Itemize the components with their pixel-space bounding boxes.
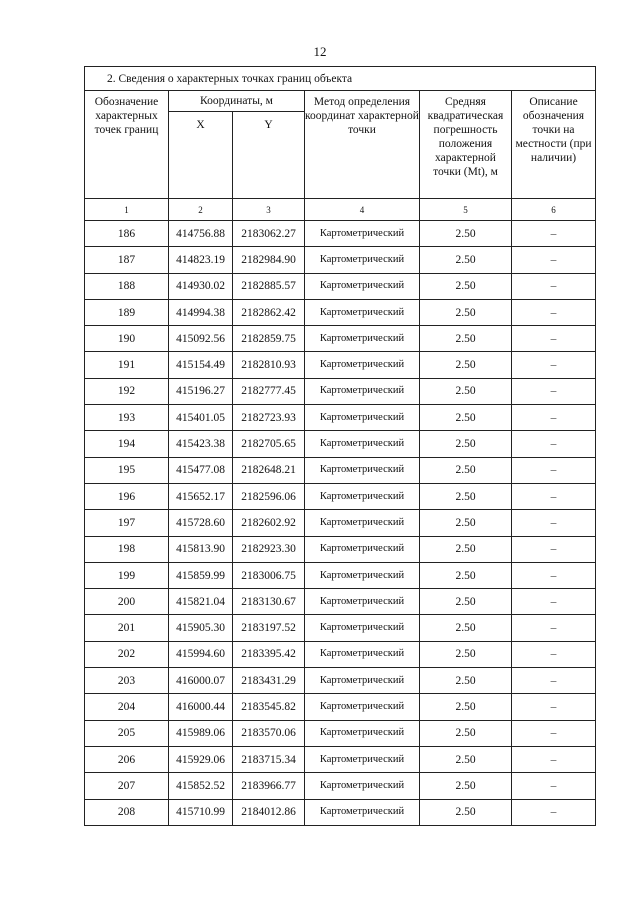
x-coordinate-cell: 414930.02 [169, 273, 233, 299]
column-number: 6 [512, 199, 596, 221]
y-coordinate-cell: 2182984.90 [233, 247, 305, 273]
page-number: 12 [313, 44, 327, 59]
x-coordinate-cell: 415423.38 [169, 431, 233, 457]
x-coordinate-cell: 414994.38 [169, 299, 233, 325]
method-cell: Картометрический [305, 457, 420, 483]
table-row [85, 536, 596, 562]
description-cell: – [512, 405, 596, 431]
y-coordinate-cell: 2182885.57 [233, 273, 305, 299]
header-x: X [169, 112, 233, 199]
point-id-cell: 202 [85, 641, 169, 667]
y-coordinate-cell: 2183006.75 [233, 562, 305, 588]
table-row [85, 457, 596, 483]
column-number: 2 [169, 199, 233, 221]
x-coordinate-cell: 415821.04 [169, 589, 233, 615]
boundary-points-table [84, 66, 596, 826]
description-cell: – [512, 799, 596, 825]
point-id-cell: 189 [85, 299, 169, 325]
table-row [85, 773, 596, 799]
x-coordinate-cell: 416000.44 [169, 694, 233, 720]
y-coordinate-cell: 2182596.06 [233, 483, 305, 509]
point-id-cell: 192 [85, 378, 169, 404]
x-coordinate-cell: 415092.56 [169, 326, 233, 352]
point-id-cell: 201 [85, 615, 169, 641]
point-id-cell: 193 [85, 405, 169, 431]
accuracy-cell: 2.50 [420, 299, 512, 325]
method-cell: Картометрический [305, 483, 420, 509]
method-cell: Картометрический [305, 641, 420, 667]
x-coordinate-cell: 415728.60 [169, 510, 233, 536]
description-cell: – [512, 431, 596, 457]
table-row [85, 483, 596, 509]
header-description: Описание обозначения точки на местности (при наличии) [512, 91, 596, 199]
point-id-cell: 191 [85, 352, 169, 378]
table-row [85, 405, 596, 431]
x-coordinate-cell: 414823.19 [169, 247, 233, 273]
accuracy-cell: 2.50 [420, 615, 512, 641]
x-coordinate-cell: 415154.49 [169, 352, 233, 378]
method-cell: Картометрический [305, 773, 420, 799]
x-coordinate-cell: 416000.07 [169, 668, 233, 694]
description-cell: – [512, 746, 596, 772]
table-row [85, 720, 596, 746]
y-coordinate-cell: 2183966.77 [233, 773, 305, 799]
column-number: 1 [85, 199, 169, 221]
y-coordinate-cell: 2183062.27 [233, 221, 305, 247]
x-coordinate-cell: 415929.06 [169, 746, 233, 772]
y-coordinate-cell: 2183431.29 [233, 668, 305, 694]
section-title-row [85, 67, 596, 91]
method-cell: Картометрический [305, 378, 420, 404]
accuracy-cell: 2.50 [420, 221, 512, 247]
header-row [85, 91, 596, 112]
method-cell: Картометрический [305, 589, 420, 615]
y-coordinate-cell: 2182602.92 [233, 510, 305, 536]
accuracy-cell: 2.50 [420, 483, 512, 509]
table-row [85, 431, 596, 457]
method-cell: Картометрический [305, 405, 420, 431]
y-coordinate-cell: 2182810.93 [233, 352, 305, 378]
table-body [85, 221, 596, 826]
method-cell: Картометрический [305, 668, 420, 694]
description-cell: – [512, 483, 596, 509]
y-coordinate-cell: 2183130.67 [233, 589, 305, 615]
table-row [85, 352, 596, 378]
method-cell: Картометрический [305, 326, 420, 352]
method-cell: Картометрический [305, 299, 420, 325]
description-cell: – [512, 457, 596, 483]
table-row [85, 326, 596, 352]
accuracy-cell: 2.50 [420, 641, 512, 667]
y-coordinate-cell: 2183197.52 [233, 615, 305, 641]
y-coordinate-cell: 2182777.45 [233, 378, 305, 404]
description-cell: – [512, 352, 596, 378]
y-coordinate-cell: 2182859.75 [233, 326, 305, 352]
header-y: Y [233, 112, 305, 199]
method-cell: Картометрический [305, 221, 420, 247]
header-accuracy: Средняя квадратическая погрешность положения характерной точки (Mt), м [420, 91, 512, 199]
accuracy-cell: 2.50 [420, 536, 512, 562]
method-cell: Картометрический [305, 352, 420, 378]
accuracy-cell: 2.50 [420, 562, 512, 588]
y-coordinate-cell: 2182648.21 [233, 457, 305, 483]
description-cell: – [512, 247, 596, 273]
accuracy-cell: 2.50 [420, 668, 512, 694]
y-coordinate-cell: 2183545.82 [233, 694, 305, 720]
x-coordinate-cell: 415994.60 [169, 641, 233, 667]
accuracy-cell: 2.50 [420, 799, 512, 825]
y-coordinate-cell: 2183715.34 [233, 746, 305, 772]
y-coordinate-cell: 2182705.65 [233, 431, 305, 457]
method-cell: Картометрический [305, 247, 420, 273]
description-cell: – [512, 510, 596, 536]
method-cell: Картометрический [305, 510, 420, 536]
header-method: Метод определения координат характерной точки [305, 91, 420, 199]
x-coordinate-cell: 415710.99 [169, 799, 233, 825]
column-number: 5 [420, 199, 512, 221]
method-cell: Картометрический [305, 615, 420, 641]
description-cell: – [512, 668, 596, 694]
point-id-cell: 206 [85, 746, 169, 772]
table-row [85, 562, 596, 588]
point-id-cell: 186 [85, 221, 169, 247]
description-cell: – [512, 378, 596, 404]
column-number: 4 [305, 199, 420, 221]
y-coordinate-cell: 2183570.06 [233, 720, 305, 746]
accuracy-cell: 2.50 [420, 431, 512, 457]
x-coordinate-cell: 415652.17 [169, 483, 233, 509]
point-id-cell: 198 [85, 536, 169, 562]
point-id-cell: 190 [85, 326, 169, 352]
accuracy-cell: 2.50 [420, 589, 512, 615]
accuracy-cell: 2.50 [420, 405, 512, 431]
method-cell: Картометрический [305, 694, 420, 720]
description-cell: – [512, 694, 596, 720]
point-id-cell: 207 [85, 773, 169, 799]
accuracy-cell: 2.50 [420, 773, 512, 799]
table-row [85, 273, 596, 299]
accuracy-cell: 2.50 [420, 352, 512, 378]
description-cell: – [512, 562, 596, 588]
description-cell: – [512, 773, 596, 799]
point-id-cell: 196 [85, 483, 169, 509]
accuracy-cell: 2.50 [420, 326, 512, 352]
method-cell: Картометрический [305, 536, 420, 562]
point-id-cell: 197 [85, 510, 169, 536]
accuracy-cell: 2.50 [420, 273, 512, 299]
accuracy-cell: 2.50 [420, 457, 512, 483]
column-number: 3 [233, 199, 305, 221]
y-coordinate-cell: 2184012.86 [233, 799, 305, 825]
x-coordinate-cell: 415401.05 [169, 405, 233, 431]
x-coordinate-cell: 415989.06 [169, 720, 233, 746]
method-cell: Картометрический [305, 799, 420, 825]
table-row [85, 668, 596, 694]
description-cell: – [512, 326, 596, 352]
point-id-cell: 203 [85, 668, 169, 694]
point-id-cell: 208 [85, 799, 169, 825]
column-numbers-row [85, 199, 596, 221]
table-row [85, 221, 596, 247]
y-coordinate-cell: 2182862.42 [233, 299, 305, 325]
x-coordinate-cell: 414756.88 [169, 221, 233, 247]
table-row [85, 247, 596, 273]
point-id-cell: 187 [85, 247, 169, 273]
x-coordinate-cell: 415813.90 [169, 536, 233, 562]
accuracy-cell: 2.50 [420, 247, 512, 273]
description-cell: – [512, 720, 596, 746]
method-cell: Картометрический [305, 720, 420, 746]
description-cell: – [512, 589, 596, 615]
point-id-cell: 205 [85, 720, 169, 746]
point-id-cell: 195 [85, 457, 169, 483]
y-coordinate-cell: 2182723.93 [233, 405, 305, 431]
point-id-cell: 200 [85, 589, 169, 615]
table-row [85, 694, 596, 720]
point-id-cell: 188 [85, 273, 169, 299]
description-cell: – [512, 615, 596, 641]
table-row [85, 589, 596, 615]
y-coordinate-cell: 2182923.30 [233, 536, 305, 562]
table-row [85, 615, 596, 641]
section-title: 2. Сведения о характерных точках границ объекта [85, 67, 596, 91]
description-cell: – [512, 273, 596, 299]
table-row [85, 746, 596, 772]
accuracy-cell: 2.50 [420, 746, 512, 772]
header-coordinates: Координаты, м [169, 91, 305, 112]
description-cell: – [512, 641, 596, 667]
x-coordinate-cell: 415196.27 [169, 378, 233, 404]
description-cell: – [512, 536, 596, 562]
point-id-cell: 204 [85, 694, 169, 720]
point-id-cell: 199 [85, 562, 169, 588]
method-cell: Картометрический [305, 562, 420, 588]
table-row [85, 799, 596, 825]
table-row [85, 299, 596, 325]
description-cell: – [512, 299, 596, 325]
method-cell: Картометрический [305, 431, 420, 457]
header-point-designation: Обозначение характерных точек границ [85, 91, 169, 199]
method-cell: Картометрический [305, 273, 420, 299]
table-row [85, 510, 596, 536]
accuracy-cell: 2.50 [420, 720, 512, 746]
method-cell: Картометрический [305, 746, 420, 772]
table-row [85, 378, 596, 404]
x-coordinate-cell: 415859.99 [169, 562, 233, 588]
description-cell: – [512, 221, 596, 247]
y-coordinate-cell: 2183395.42 [233, 641, 305, 667]
accuracy-cell: 2.50 [420, 378, 512, 404]
point-id-cell: 194 [85, 431, 169, 457]
accuracy-cell: 2.50 [420, 694, 512, 720]
table-row [85, 641, 596, 667]
x-coordinate-cell: 415852.52 [169, 773, 233, 799]
accuracy-cell: 2.50 [420, 510, 512, 536]
x-coordinate-cell: 415905.30 [169, 615, 233, 641]
x-coordinate-cell: 415477.08 [169, 457, 233, 483]
